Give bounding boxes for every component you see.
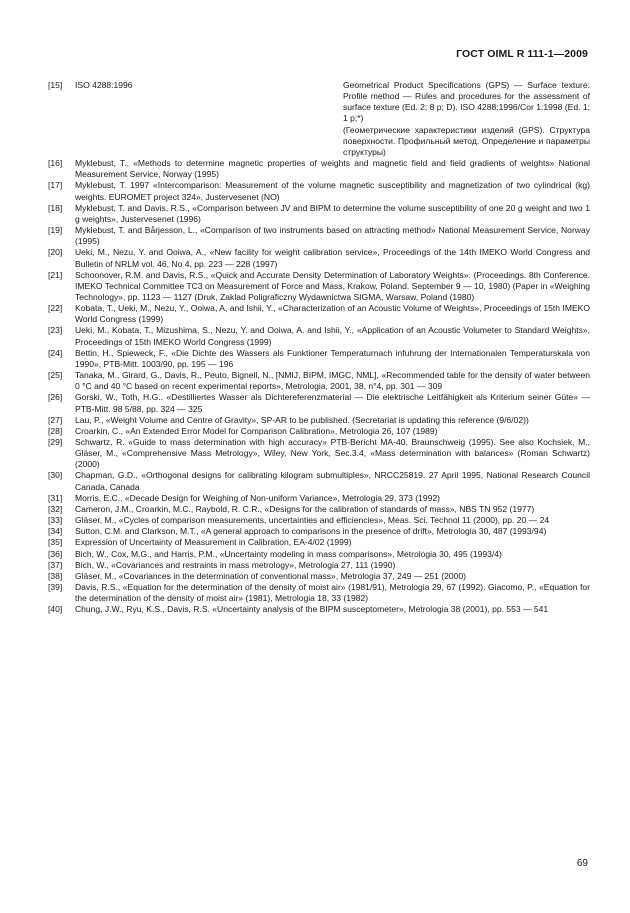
reference-number: [21] <box>48 269 63 280</box>
reference-text: Gläser, M., «Covariances in the determination of conventional mass», Metrologia 37, 249 — 251 (2000) <box>75 570 466 581</box>
reference-text: Bich, W., «Covariances and restraints in mass metrology», Metrologia 27, 111 (1990) <box>75 559 396 570</box>
reference-number: [32] <box>48 503 63 514</box>
reference-number: [24] <box>48 347 63 358</box>
reference-number: [37] <box>48 559 63 570</box>
reference-text: Chung, J.W., Ryu, K.S., Davis, R.S. «Uncertainty analysis of the BIPM susceptometer», Metrologia 38 (2001), pp. 553 — 541 <box>75 604 549 615</box>
reference-number: [22] <box>48 303 63 314</box>
reference-item <box>48 180 590 202</box>
reference-item <box>48 270 590 303</box>
reference-text: Croarkin, C., «An Extended Error Model for Comparison Calibration», Metrologia 26, 107 (1989) <box>75 425 438 436</box>
reference-item <box>48 526 590 537</box>
reference-item <box>48 560 590 571</box>
reference-items <box>48 158 590 615</box>
reference-item <box>48 537 590 548</box>
reference-number: [31] <box>48 492 63 503</box>
reference-number: [33] <box>48 515 63 526</box>
reference-text: Expression of Uncertainty of Measurement in Calibration, EA-4/02 (1999) <box>75 537 352 548</box>
reference-item <box>48 515 590 526</box>
reference-item <box>48 571 590 582</box>
reference-text: Myklebust, T. and Bårjesson, L., «Comparison of two instruments based on attracting method» National Measurement Service, Norway (1995) <box>75 225 590 247</box>
reference-list <box>48 80 590 616</box>
reference-item <box>48 415 590 426</box>
reference-number: [40] <box>48 604 63 615</box>
reference-number: [26] <box>48 392 63 403</box>
reference-item-15 <box>48 80 590 158</box>
reference-text: Ueki, M., Kobata, T., Mizushima, S., Nezu, Y. and Ooiwa, A. and Ishii, Y., «Application of an Acoustic Volumeter to Standard Weights», Proceedings of 15th IMEKO World Congress (1999) <box>75 325 590 347</box>
reference-text: Myklebust, T. and Davis, R.S., «Comparison between JV and BIPM to determine the volume susceptibility of one 20 g weight and two 1 g weights», Justervesenet (1996) <box>75 202 590 224</box>
reference-text: Sutton, C.M. and Clarkson, M.T., «A general approach to comparisons in the presence of drift», Metrologia 30, 487 (1993/94) <box>75 526 547 537</box>
reference-number: [30] <box>48 470 63 481</box>
reference-text: Gorski, W., Toth, H.G.. «Destilliertes Wasser als Dichtereferenzmaterial — Die elektrische Leitfähigkeit als Kriterium seiner Güte» — PTB-Mitt. 98 5/88, pp. 324 — 325 <box>75 392 590 414</box>
reference-standard-title <box>343 80 590 158</box>
reference-item <box>48 426 590 437</box>
reference-text: Bettin, H., Spieweck, F., «Die Dichte des Wassers als Funktioner Temperaturnach infuhrung der Internationalen Temperaturskala von 1990», PTB-Mitt. 1003/90, pp. 195 — 196 <box>75 347 590 369</box>
reference-number: [15] <box>48 80 63 90</box>
reference-text: Davis, R.S., «Equation for the determination of the density of moist air» (1981/91), Metrologia 29, 67 (1992). Giacomo, P., «Equation for the determination of the density of moist air» (1981), Metrologia 18, 33 (1982) <box>75 582 590 604</box>
reference-item <box>48 203 590 225</box>
reference-text: Morris, E.C., «Decade Design for Weighing of Non-uniform Variance», Metrologia 29, 373 (1992) <box>75 492 441 503</box>
reference-text: Myklebust, T. 1997 «Intercomparison: Measurement of the volume magnetic susceptibility and magnetization of two cylindrical (kg) weights. EUROMET project 324», Justervesenet (NO) <box>75 180 590 202</box>
reference-text: Gläser, M., «Cycles of comparison measurements, uncertainties and efficiencies», Meas. Sci. Technol 11 (2000), pp. 20 — 24 <box>75 515 550 526</box>
reference-number: [20] <box>48 247 63 258</box>
reference-standard-id: ISO 4288:1996 <box>75 80 133 90</box>
reference-title-english: Geometrical Product Specifications (GPS) — Surface texture: Profile method — Rules and procedures for the assessment of surface texture (Ed. 2; 8 p; D). ISO 4288:1996/Cor 1:1998 (Ed. 1; 1 p;*) <box>343 80 590 124</box>
reference-item <box>48 392 590 414</box>
reference-text: Kobata, T., Ueki, M., Nezu, Y., Ooiwa, A, and Ishii, Y., «Characterization of an Acoustic Volume of Weights», Proceedings of 15th IMEKO World Congress (1999) <box>75 303 590 325</box>
reference-item <box>48 370 590 392</box>
reference-item <box>48 303 590 325</box>
reference-number: [25] <box>48 370 63 381</box>
reference-item <box>48 348 590 370</box>
reference-text: Schwartz, R. «Guide to mass determination with high accuracy» PTB-Bericht MA-40, Braunschweig (1995). See also Kochsiek, M., Gläser, M., «Comprehensive Mass Metrology», Wiley, New York, Sec.3.4, «Mass determination with balances» (Roman Schwartz) (2000) <box>75 437 590 470</box>
reference-item <box>48 437 590 470</box>
reference-text: Bich, W., Cox, M.G., and Harris, P.M., «Uncertainty modeling in mass comparisons», Metrologia 30, 495 (1993/4) <box>75 548 502 559</box>
reference-item <box>48 582 590 604</box>
reference-number: [28] <box>48 425 63 436</box>
reference-title-russian: (Геометрические характеристики изделий (GPS). Структура поверхности. Профильный метод. Определение и параметры структуры) <box>343 124 590 157</box>
reference-number: [16] <box>48 158 63 169</box>
reference-item <box>48 549 590 560</box>
reference-text: Chapman, G.D., «Orthogonal designs for calibrating kilogram submultiples», NRCC25819. 27 April 1995, National Research Council Canada, Canada <box>75 470 590 492</box>
reference-number: [38] <box>48 570 63 581</box>
reference-number: [19] <box>48 225 63 236</box>
reference-item <box>48 225 590 247</box>
reference-item <box>48 325 590 347</box>
reference-number: [36] <box>48 548 63 559</box>
reference-number: [17] <box>48 180 63 191</box>
reference-number: [39] <box>48 582 63 593</box>
reference-number: [29] <box>48 437 63 447</box>
document-header: ГОСТ OIML R 111-1—2009 <box>456 48 588 60</box>
reference-number: [18] <box>48 202 63 213</box>
reference-text: Cameron, J.M., Croarkin, M.C., Raybold, R. C.R., «Designs for the calibration of standards of mass», NBS TN 952 (1977) <box>75 503 535 514</box>
reference-text: Lau, P., «Weight Volume and Centre of Gravity», SP-AR to be published. (Secretariat is updating this reference (9/6/02)) <box>75 414 529 425</box>
reference-item <box>48 247 590 269</box>
reference-item <box>48 493 590 504</box>
reference-text: Myklebust, T., «Methods to determine magnetic properties of weights and magnetic field and field gradients of weights» National Measurement Service, Norway (1995) <box>75 158 590 180</box>
reference-item <box>48 470 590 492</box>
reference-text: Ueki, M., Nezu, Y. and Ooiwa, A., «New facility for weight calibration service», Proceedings of the 14th IMEKO World Congress and Bulletin of NRLM vol. 46, No 4, pp. 223 — 228 (1997) <box>75 247 590 269</box>
reference-number: [23] <box>48 325 63 336</box>
reference-number: [27] <box>48 414 63 425</box>
reference-number: [35] <box>48 537 63 548</box>
page-number: 69 <box>576 858 588 869</box>
reference-text: Tanaka, M., Girard, G., Davis, R., Peuto, Bignell, N., [NMIJ, BIPM, IMGC, NML], «Recommended table for the density of water between 0 °C and 40 °C based on recent experimental reports», Metrologia, 2001, 38, n°4, pp. 301 — 309 <box>75 370 590 392</box>
reference-item <box>48 604 590 615</box>
reference-item <box>48 504 590 515</box>
reference-text: Schoonover, R.M. and Davis, R.S., «Quick and Accurate Density Determination of Laboratory Weights». (Proceedings. 8th Conference. IMEKO Technical Committee TC3 on Measurement of Force and Mass, Krakow, Poland. September 9 — 10, 1980) (Paper in «Weighing Technology», pp. 1123 — 1127 (Druk, Zaklad Poligraficzny Wydawnictwa SIGMA, Warsaw, Poland (1980) <box>75 269 590 302</box>
reference-number: [34] <box>48 526 63 537</box>
reference-item <box>48 158 590 180</box>
